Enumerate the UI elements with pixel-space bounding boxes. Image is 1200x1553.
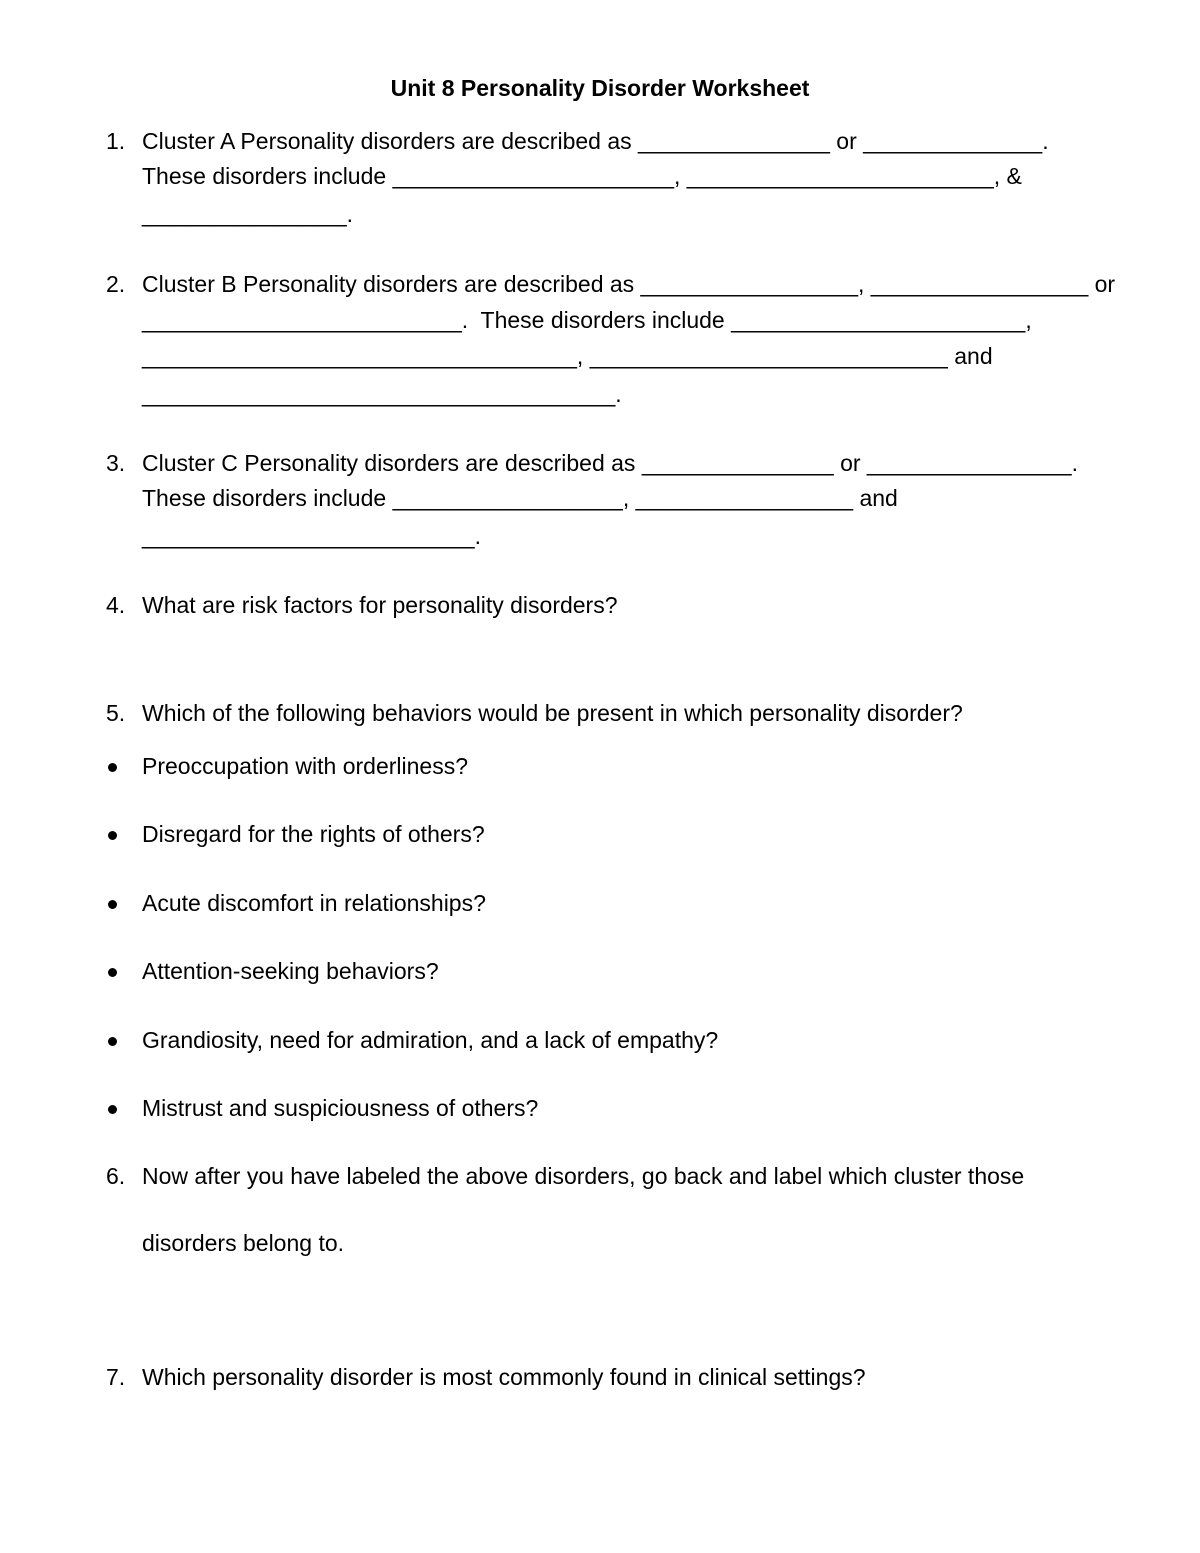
question-text-line: What are risk factors for personality disorders? xyxy=(142,592,618,618)
list-item-text: Mistrust and suspiciousness of others? xyxy=(142,1095,539,1121)
question-text-line: Cluster B Personality disorders are described as _________________, _________________ or xyxy=(142,271,1116,297)
question-number: 1. xyxy=(106,128,126,154)
question-number: 2. xyxy=(106,271,126,297)
question-number: 7. xyxy=(106,1364,126,1390)
question-text-line: These disorders include ______________________, ________________________, & xyxy=(142,163,1022,189)
question-text-line: __________________________________, ____________________________ and xyxy=(142,343,993,369)
list-item-text: Attention-seeking behaviors? xyxy=(142,958,439,984)
question-text-line: _________________________. These disorders include _______________________, xyxy=(142,307,1032,333)
bullet-icon xyxy=(108,763,117,772)
question-text-line: These disorders include __________________, _________________ and xyxy=(142,485,898,511)
question-text-line: disorders belong to. xyxy=(142,1230,345,1256)
bullet-icon xyxy=(108,900,117,909)
list-item-text: Preoccupation with orderliness? xyxy=(142,753,469,779)
question-text-line: Which of the following behaviors would be present in which personality disorder? xyxy=(142,700,963,726)
question-number: 3. xyxy=(106,450,126,476)
question-text-line: _____________________________________. xyxy=(142,381,622,407)
question-number: 5. xyxy=(106,700,126,726)
question-text-line: Cluster C Personality disorders are described as _______________ or ________________. xyxy=(142,450,1078,476)
list-item-text: Grandiosity, need for admiration, and a lack of empathy? xyxy=(142,1027,719,1053)
question-text-line: Cluster A Personality disorders are described as _______________ or ______________. xyxy=(142,128,1049,154)
list-item-text: Disregard for the rights of others? xyxy=(142,821,485,847)
question-number: 6. xyxy=(106,1163,126,1189)
bullet-icon xyxy=(108,1105,117,1114)
question-text-line: ________________. xyxy=(142,201,354,227)
list-item-text: Acute discomfort in relationships? xyxy=(142,890,486,916)
bullet-icon xyxy=(108,968,117,977)
question-text-line: Which personality disorder is most commonly found in clinical settings? xyxy=(142,1364,866,1390)
bullet-icon xyxy=(108,831,117,840)
question-text-line: __________________________. xyxy=(142,523,481,549)
bullet-icon xyxy=(108,1037,117,1046)
question-number: 4. xyxy=(106,592,126,618)
question-text-line: Now after you have labeled the above disorders, go back and label which cluster those xyxy=(142,1163,1025,1189)
page-title: Unit 8 Personality Disorder Worksheet xyxy=(390,75,810,101)
